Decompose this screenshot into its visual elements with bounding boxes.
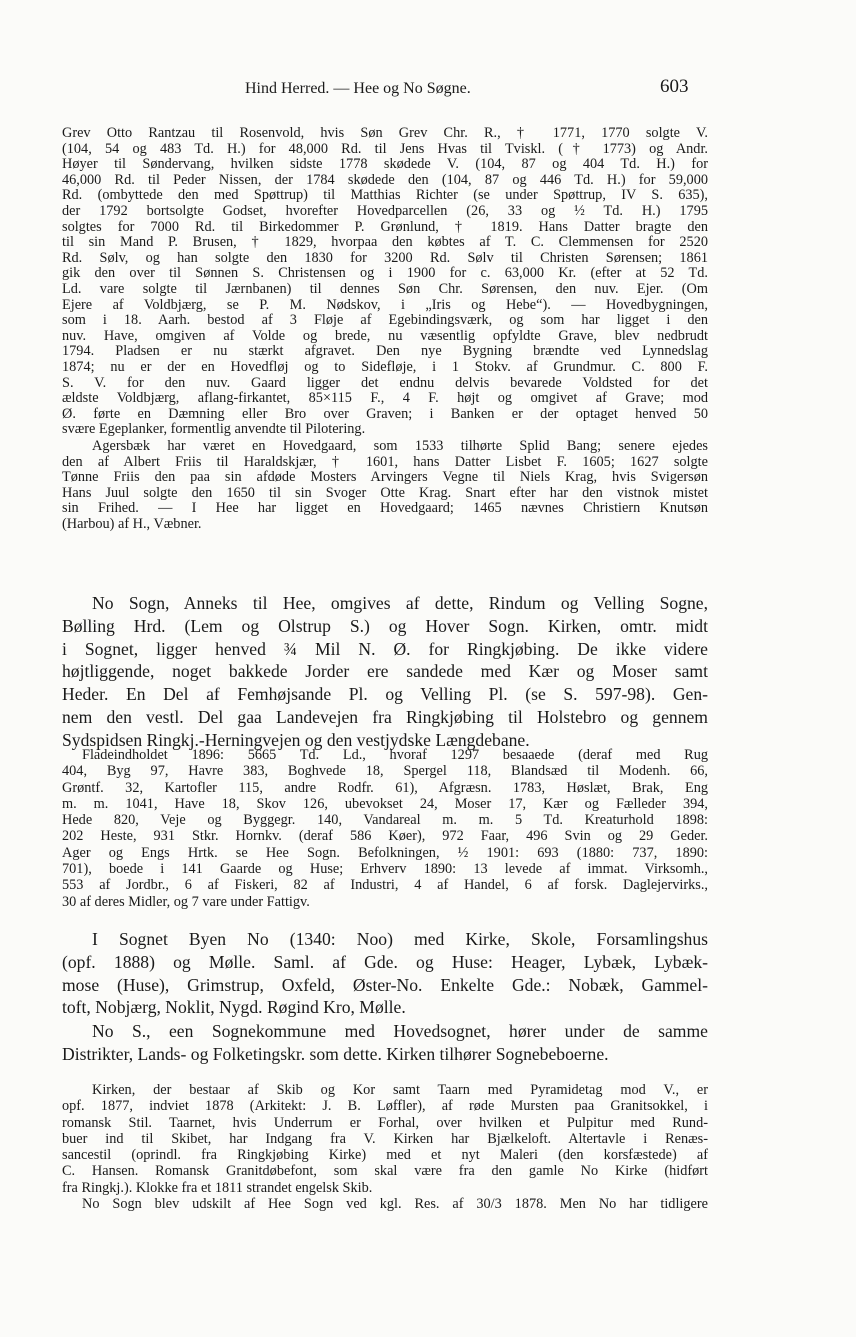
- text-line: Fladeindholdet 1896: 5665 Td. Ld., hvoraf 1297 besaaede (deraf med Rug: [82, 747, 708, 763]
- text-line: Distrikter, Lands- og Folketingskr. som dette. Kirken tilhører Sognebeboerne.: [62, 1043, 609, 1064]
- fladeindhold-paragraph: [62, 747, 708, 910]
- text-line: nem den vestl. Del gaa Landevejen fra Ringkjøbing til Holstebro og gennem: [62, 706, 708, 727]
- text-line: Hede 820, Veje og Byggegr. 140, Vandareal m. m. 5 Td. Kreaturhold 1898:: [62, 812, 708, 829]
- text-line: gik den over til Sønnen S. Christensen og i 1900 for c. 63,000 Kr. (efter at 52 Td.: [62, 266, 708, 282]
- text-line: Bølling Hrd. (Lem og Olstrup S.) og Hover Sogn. Kirken, omtr. midt: [62, 615, 708, 636]
- text-line: 30 af deres Midler, og 7 vare under Fattigv.: [62, 893, 310, 910]
- text-line: No Sogn, Anneks til Hee, omgives af dette, Rindum og Velling Sogne,: [92, 593, 708, 613]
- text-line: som i 18. Aarh. bestod af 3 Fløje af Egebindingsværk, og som har ligget i den: [62, 313, 708, 329]
- text-line: Kirken, der bestaar af Skib og Kor samt Taarn med Pyramidetag mod V., er: [92, 1082, 708, 1098]
- text-line: Rd. Sølv, og han solgte den 1830 for 3200 Rd. Sølv til Christen Sørensen; 1861: [62, 250, 708, 266]
- text-line: Grøntf. 32, Kartofler 115, andre Rodfr. 61), Afgræsn. 1783, Høslæt, Brak, Eng: [62, 779, 708, 796]
- text-line: S. V. for den nuv. Gaard ligger det endnu delvis bevarede Voldsted for det: [62, 375, 708, 391]
- text-line: Tønne Friis den paa sin afdøde Mosters Arvingers Vegne til Niels Krag, hvis Svigersøn: [62, 470, 708, 486]
- text-line: Ø. førte en Dæmning eller Bro over Graven; i Banken er der optaget henved 50: [62, 406, 708, 422]
- text-line: Grev Otto Rantzau til Rosenvold, hvis Søn Grev Chr. R., † 1771, 1770 solgte V.: [62, 126, 708, 141]
- text-line: (104, 54 og 483 Td. H.) for 48,000 Rd. til Jens Hvas til Tviskl. († 1773) og Andr.: [62, 141, 708, 157]
- text-line: Ld. vare solgte til Jærnbanen) til dennes Søn Chr. Sørensen, den nuv. Ejer. (Om: [62, 281, 708, 297]
- text-line: (Harbou) af H., Væbner.: [62, 516, 202, 532]
- text-line: Heder. En Del af Femhøjsande Pl. og Velling Pl. (se S. 597-98). Gen-: [62, 684, 708, 705]
- text-line: fra Ringkj.). Klokke fra et 1811 strandet engelsk Skib.: [62, 1179, 373, 1196]
- text-line: ældste Voldbjærg, aflang-firkantet, 85×115 F., 4 F. højt og omgivet af Grave; mod: [62, 391, 708, 407]
- voldbjaerg-paragraph: [62, 126, 708, 438]
- text-line: 1794. Pladsen er nu stærkt afgravet. Den nye Bygning brændte ved Lynnedslag: [62, 344, 708, 360]
- text-line: Rd. (ombyttede den med Spøttrup) til Matthias Richter (se under Spøttrup, IV S. 635),: [62, 188, 708, 204]
- text-line: mose (Huse), Grimstrup, Oxfeld, Øster-No. Enkelte Gde.: Nobæk, Gammel-: [62, 974, 708, 995]
- text-line: nuv. Have, omgiven af Volde og brede, nu væsentlig opfyldte Grave, blev nedbrudt: [62, 328, 708, 344]
- page-number: 603: [660, 76, 689, 97]
- text-line: Hans Juul solgte den 1650 til sin Svoger Otte Krag. Snart efter har den vistnok mistet: [62, 485, 708, 501]
- text-line: i Sognet, ligger henved ¾ Mil N. Ø. for Ringkjøbing. De ikke videre: [62, 638, 708, 659]
- text-line: solgtes for 7000 Rd. til Birkedommer P. Grønlund, † 1819. Hans Datter bragte den: [62, 219, 708, 235]
- text-line: I Sognet Byen No (1340: Noo) med Kirke, Skole, Forsamlingshus: [92, 929, 708, 949]
- text-line: Ager og Engs Hrtk. se Hee Sogn. Befolkningen, ½ 1901: 693 (1880: 737, 1890:: [62, 844, 708, 861]
- header-title: Hind Herred. — Hee og No Søgne.: [245, 80, 471, 97]
- text-line: sancestil (oprindl. fra Ringkjøbing Kirke) med et nyt Maleri (den korsfæstede) af: [62, 1147, 708, 1164]
- text-line: 1874; nu er der en Hovedfløj og to Sidefløje, i 1 Stokv. af Grundmur. C. 800 F.: [62, 359, 708, 375]
- text-line: højtliggende, noget bakkede Jorder ere sandede med Kær og Moser samt: [62, 661, 708, 682]
- text-line: til sin Mand P. Brusen, † 1829, hvorpaa den købtes af T. C. Clemmensen for 2520: [62, 235, 708, 251]
- text-line: Sydspidsen Ringkj.-Herningvejen og den vestjydske Længdebane.: [62, 729, 530, 750]
- text-line: der 1792 bortsolgte Godset, hvorefter Hovedparcellen (26, 33 og ½ Td. H.) 1795: [62, 203, 708, 219]
- text-line: den af Albert Friis til Haraldskjær, † 1601, hans Datter Lisbet F. 1605; 1627 solgte: [62, 454, 708, 470]
- text-line: C. Hansen. Romansk Granitdøbefont, som skal være fra den gamle No Kirke (hidført: [62, 1163, 708, 1180]
- text-line: Agersbæk har været en Hovedgaard, som 1533 tilhørte Splid Bang; senere ejedes: [92, 439, 708, 454]
- text-line: 701), boede i 141 Gaarde og Huse; Erhverv 1890: 13 levede af immat. Virksomh.,: [62, 861, 708, 878]
- text-line: (opf. 1888) og Mølle. Saml. af Gde. og Huse: Heager, Lybæk, Lybæk-: [62, 951, 708, 972]
- text-line: toft, Nobjærg, Noklit, Nygd. Røgind Kro, Mølle.: [62, 997, 406, 1018]
- agersbaek-paragraph: [62, 439, 708, 533]
- text-line: Ejere af Voldbjærg, se P. M. Nødskov, i „Iris og Hebe“). — Hovedbygningen,: [62, 297, 708, 313]
- text-line: svære Egeplanker, formentlig anvendte til Pilotering.: [62, 422, 366, 438]
- text-line: No Sogn blev udskilt af Hee Sogn ved kgl. Res. af 30/3 1878. Men No har tidligere: [82, 1196, 708, 1213]
- text-line: m. m. 1041, Have 18, Skov 126, ubevokset 24, Moser 17, Kær og Fælleder 394,: [62, 795, 708, 812]
- text-line: buer ind til Skibet, har Indgang fra V. Kirken har Bjælkeloft. Altertavle i Renæs-: [62, 1130, 708, 1147]
- no-sogn-paragraph: [62, 592, 708, 752]
- text-line: 46,000 Rd. til Peder Nissen, der 1784 skødede den (104, 87 og 446 Td. H.) for 59,000: [62, 172, 708, 188]
- no-s-paragraph: [62, 1020, 708, 1066]
- text-line: Høyer til Søndervang, hvilken sidste 1778 skødede V. (104, 87 og 404 Td. H.) for: [62, 157, 708, 173]
- text-line: No S., een Sognekommune med Hovedsognet, hører under de samme: [92, 1021, 708, 1041]
- text-line: sin Frihed. — I Hee har ligget en Hovedgaard; 1465 nævnes Christiern Knutsøn: [62, 501, 708, 517]
- text-line: 202 Heste, 931 Stkr. Hornkv. (deraf 586 Køer), 972 Faar, 496 Svin og 29 Geder.: [62, 828, 708, 845]
- text-line: 404, Byg 97, Havre 383, Boghvede 18, Spergel 118, Blandsæd til Modenh. 66,: [62, 763, 708, 780]
- text-line: romansk Stil. Taarnet, hvis Underrum er Forhal, over hvilken et Pulpitur med Rund-: [62, 1114, 708, 1131]
- kirken-paragraph: [62, 1082, 708, 1212]
- text-line: opf. 1877, indviet 1878 (Arkitekt: J. B. Løffler), af røde Mursten paa Granitsokkel, i: [62, 1098, 708, 1115]
- i-sognet-paragraph: [62, 928, 708, 1019]
- running-header: [0, 76, 856, 106]
- text-line: 553 af Jordbr., 6 af Fiskeri, 82 af Industri, 4 af Handel, 6 af forsk. Daglejervirks.,: [62, 877, 708, 894]
